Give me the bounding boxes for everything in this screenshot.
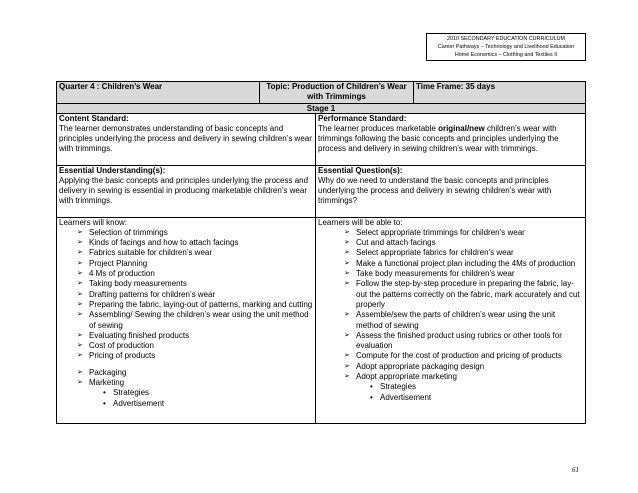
dot-bullet-icon: • [370,392,373,402]
header-line-2: Career Pathways – Technology and Livelihood Education [437,44,575,51]
header-line-3: Home Economics – Clothing and Textiles II [454,52,558,59]
list-item: ➢ Fabrics suitable for children’s wear [77,248,213,258]
curriculum-header [426,33,586,61]
arrow-bullet-icon: ➢ [344,362,350,370]
list-item: ➢ Adopt appropriate marketing [344,372,457,382]
header-line-1: 2010 SECONDARY EDUCATION CURRICULUM [446,36,566,42]
list-item: ➢ Marketing [77,378,125,388]
essential-understanding-text: Applying the basic concepts and principles underlying the process and delivery in sewing is essential in producing marketable children’s wear with trimmings. [59,175,309,206]
arrow-bullet-icon: ➢ [344,280,350,288]
list-item: ➢ Select appropriate fabrics for children’s wear [344,248,514,258]
list-item: ➢ Selection of trimmings [77,227,168,237]
content-standard-title: Content Standard: [59,113,129,123]
learners-know-list [59,228,313,362]
list-item: ➢ Pricing of products [77,351,156,361]
list-item: ➢ Take body measurements for children’s wear [344,269,515,279]
arrow-bullet-icon: ➢ [344,249,350,257]
essential-understanding-cell [57,165,316,217]
list-item: • Advertisement [370,392,432,402]
list-item: ➢ Make a functional project plan including the 4Ms of production [344,258,576,268]
quarter-cell [57,82,260,104]
learners-know-list-2 [59,368,313,389]
topic-cell [260,82,414,104]
performance-standard-cell [316,113,586,165]
learners-row [57,217,586,423]
arrow-bullet-icon: ➢ [77,290,83,298]
arrow-bullet-icon: ➢ [344,228,350,236]
content-standard-cell [57,113,316,165]
performance-text-bold: original/new [438,123,485,133]
list-item: • Strategies [370,382,417,392]
stage-label: Stage 1 [306,103,336,113]
list-item: ➢ Drafting patterns for children’s wear [77,289,216,299]
arrow-bullet-icon: ➢ [77,259,83,267]
essential-question-title: Essential Question(s): [318,165,403,175]
learners-able-sublist [318,382,583,403]
list-item: ➢ Assess the finished product using rubrics or other tools for evaluation [344,330,562,351]
essential-question-text: Why do we need to understand the basic concepts and principles underlying the process and delivery in sewing children’s wear with trimmings? [318,175,552,206]
list-item: ➢ Project Planning [77,258,148,268]
arrow-bullet-icon: ➢ [344,331,350,339]
arrow-bullet-icon: ➢ [77,311,83,319]
arrow-bullet-icon: ➢ [344,270,350,278]
performance-standard-text [318,124,583,155]
learners-know-cell [57,217,316,423]
list-item: ➢ Cost of production [77,341,154,351]
dot-bullet-icon: • [370,382,373,392]
arrow-bullet-icon: ➢ [77,342,83,350]
topic-label: Topic: Production of Children’s Wear with Trimmings [266,82,407,102]
list-item: ➢ Taking body measurements [77,279,187,289]
arrow-bullet-icon: ➢ [344,311,350,319]
list-item: ➢ Packaging [77,367,127,377]
arrow-bullet-icon: ➢ [77,249,83,257]
performance-text-start: The learner produces marketable [318,123,439,133]
essential-question-cell [316,165,586,217]
list-item: ➢ 4 Ms of production [77,269,155,279]
list-item: ➢ Preparing the fabric, laying-out of patterns, marking and cutting [77,299,313,309]
table-header-row [57,82,586,104]
list-item: ➢ Kinds of facings and how to attach facings [77,238,239,248]
dot-bullet-icon: • [103,388,106,398]
performance-text-end: children’s wear with trimmings following the basic concepts and principles underlying the process and delivery in sewing children’s wear with trimmings. [318,123,559,154]
time-frame-label: Time Frame: 35 days [416,82,496,91]
list-item: ➢ Follow the step-by-step procedure in preparing the fabric, lay-out the patterns correctly on the fabric, mark accurately and cut properly [344,279,580,309]
arrow-bullet-icon: ➢ [77,239,83,247]
list-item: • Strategies [103,388,150,398]
list-item: ➢ Select appropriate trimmings for children’s wear [344,227,525,237]
content-standard-text: The learner demonstrates understanding of basic concepts and principles underlying the process and delivery in sewing children’s wear with trimmings. [59,123,312,154]
list-item: ➢ Cut and attach facings [344,238,436,248]
list-item: ➢ Compute for the cost of production and pricing of products [344,351,562,361]
essential-row [57,165,586,217]
learners-able-cell [316,217,586,423]
arrow-bullet-icon: ➢ [344,352,350,360]
arrow-bullet-icon: ➢ [77,270,83,278]
list-item: ➢ Assembling/ Sewing the children’s wear using the unit method of sewing [77,310,309,330]
arrow-bullet-icon: ➢ [77,331,83,339]
learners-able-title: Learners will be able to: [318,217,403,227]
stage-cell [57,103,586,113]
dot-bullet-icon: • [103,398,106,408]
learners-know-title: Learners will know: [59,217,128,227]
list-item: ➢ Evaluating finished products [77,330,190,340]
arrow-bullet-icon: ➢ [344,259,350,267]
arrow-bullet-icon: ➢ [344,239,350,247]
arrow-bullet-icon: ➢ [77,228,83,236]
list-item: • Advertisement [103,398,165,408]
stage-row [57,103,586,113]
learners-able-list [318,228,583,382]
arrow-bullet-icon: ➢ [77,379,83,387]
page-number: 61 [572,466,579,474]
arrow-bullet-icon: ➢ [344,373,350,381]
arrow-bullet-icon: ➢ [77,352,83,360]
time-frame-cell [414,82,586,104]
arrow-bullet-icon: ➢ [77,368,83,376]
performance-standard-title: Performance Standard: [318,113,407,123]
list-item: ➢ Adopt appropriate packaging design [344,361,485,371]
quarter-label: Quarter 4 : Children’s Wear [59,82,163,91]
arrow-bullet-icon: ➢ [77,280,83,288]
learners-know-sublist [59,388,313,409]
curriculum-table [56,81,586,424]
list-item: ➢ Assemble/sew the parts of children’s wear using the unit method of sewing [344,310,556,330]
arrow-bullet-icon: ➢ [77,300,83,308]
standards-row [57,113,586,165]
essential-understanding-title: Essential Understanding(s): [59,165,166,175]
